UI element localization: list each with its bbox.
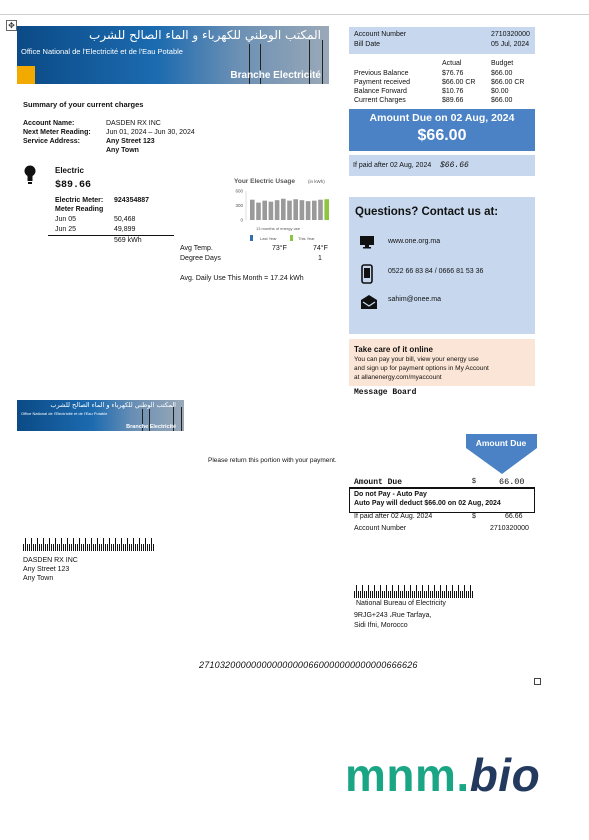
barcode-bar	[23, 544, 24, 551]
move-handle-icon[interactable]: ✥	[6, 20, 17, 31]
avg-temp-label: Avg Temp.	[180, 245, 213, 252]
barcode-bar	[424, 591, 425, 598]
barcode-bar	[468, 591, 469, 598]
barcode-bar	[446, 585, 447, 598]
late-payment-label: If paid after 02 Aug, 2024	[353, 162, 432, 169]
barcode-bar	[434, 585, 435, 598]
online-line-3[interactable]: at allanenergy.com/myaccount	[354, 374, 442, 381]
bar-last-year	[293, 199, 298, 220]
postal-barcode	[23, 533, 155, 546]
barcode-bar	[406, 591, 407, 598]
reading-total: 569 kWh	[114, 237, 142, 244]
stub-currency: $	[472, 478, 476, 485]
barcode-bar	[149, 544, 150, 551]
reading-date-1: Jun 05	[55, 216, 77, 223]
meter-reading-label: Meter Reading	[55, 206, 104, 213]
barcode-bar	[53, 544, 54, 551]
barcode-bar	[35, 544, 36, 551]
barcode-bar	[93, 544, 94, 551]
barcode-bar	[452, 585, 453, 598]
stub-account-value: 2710320000	[490, 525, 529, 532]
stub-amount-value: 66.00	[499, 477, 525, 487]
next-reading-value: Jun 01, 2024 – Jun 30, 2024	[106, 129, 195, 136]
bar-last-year	[300, 200, 305, 220]
bureau-city: Sidi Ifni, Morocco	[354, 622, 408, 629]
barcode-bar	[91, 538, 92, 551]
bar-last-year	[287, 201, 292, 220]
computer-icon	[359, 235, 375, 254]
barcode-bar	[137, 544, 138, 551]
stub-late-value: 66.66	[505, 513, 523, 520]
amount-due-value: $66.00	[417, 127, 467, 144]
amount-due-arrow-label: Amount Due	[475, 438, 527, 448]
avg-temp-last: 73°F	[272, 245, 287, 252]
barcode-bar	[105, 544, 106, 551]
barcode-bar	[85, 538, 86, 551]
barcode-bar	[418, 591, 419, 598]
barcode-bar	[115, 538, 116, 551]
summary-title: Summary of your current charges	[23, 100, 144, 109]
reading-value-2: 49,899	[114, 226, 136, 233]
barcode-bar	[462, 591, 463, 598]
barcode-bar	[420, 591, 421, 598]
barcode-bar	[87, 544, 88, 551]
barcode-bar	[444, 591, 445, 598]
bar-last-year	[306, 201, 311, 220]
y-tick-label: 300	[235, 203, 243, 208]
banner-branch-text: Branche Electricité	[126, 424, 176, 430]
service-address-value: Any Street 123	[106, 138, 155, 145]
watermark-part-2: bio	[469, 749, 541, 801]
electric-amount: $89.66	[55, 180, 92, 191]
stub-amount-label: Amount Due	[354, 478, 403, 487]
barcode-bar	[83, 544, 84, 551]
barcode-bar	[51, 544, 52, 551]
usage-chart-svg	[226, 174, 334, 244]
barcode-bar	[45, 544, 46, 551]
barcode-bar	[394, 591, 395, 598]
degree-days-value: 1	[318, 255, 322, 262]
usage-chart	[226, 174, 334, 244]
y-ticks	[235, 189, 243, 223]
bar-last-year	[262, 201, 267, 220]
degree-days-label: Degree Days	[180, 255, 221, 262]
barcode-bar	[456, 591, 457, 598]
barcode-bar	[113, 544, 114, 551]
reading-divider	[48, 235, 174, 236]
barcode-bar	[131, 544, 132, 551]
chart-title: Your Electric Usage	[234, 178, 295, 185]
barcode-bar	[356, 585, 357, 598]
barcode-bar	[133, 538, 134, 551]
page-edge-line	[0, 14, 589, 15]
barcode-bar	[47, 544, 48, 551]
banner-arabic-text: المكتب الوطني للكهرباء و الماء الصالح للشرب	[89, 28, 321, 42]
online-line-1: You can pay your bill, view your energy use	[354, 356, 479, 363]
col-budget: Budget	[491, 60, 514, 67]
barcode-bar	[368, 585, 369, 598]
barcode-bar	[37, 538, 38, 551]
barcode-bar	[39, 544, 40, 551]
contact-phone[interactable]: 0522 66 83 84 / 0666 81 53 36	[388, 268, 484, 275]
barcode-bar	[33, 544, 34, 551]
barcode-bar	[472, 591, 473, 598]
chart-unit: (in kWh)	[308, 179, 325, 184]
amount-due-heading: Amount Due on 02 Aug, 2024	[369, 112, 515, 124]
barcode-bar	[63, 544, 64, 551]
banner-branch-text: Branche Electricité	[230, 70, 321, 81]
barcode-bar	[127, 538, 128, 551]
y-tick-label: 0	[240, 217, 243, 223]
barcode-bar	[139, 538, 140, 551]
balance-row-actual: $89.66	[442, 97, 464, 104]
balance-row-label: Balance Forward	[354, 88, 407, 95]
barcode-bar	[103, 538, 104, 551]
stub-account-label: Account Number	[354, 525, 407, 532]
barcode-bar	[67, 538, 68, 551]
stub-late-label: If paid after 02 Aug. 2024	[354, 513, 433, 520]
bureau-street: 9RJG+243 ،Rue Tarfaya,	[354, 612, 432, 619]
balance-row-actual: $76.76	[442, 70, 464, 77]
barcode-bar	[360, 591, 361, 598]
ocr-scan-line: 271032000000000000000660000000000000666626	[199, 660, 418, 670]
autopay-line-2: Auto Pay will deduct $66.00 on 02 Aug, 2024	[354, 500, 501, 507]
utility-banner	[17, 26, 329, 84]
barcode-bar	[380, 585, 381, 598]
barcode-bar	[107, 544, 108, 551]
barcode-bar	[466, 591, 467, 598]
barcode-bar	[362, 585, 363, 598]
legend-last-swatch	[250, 235, 253, 241]
balance-row-actual: $66.00 CR	[442, 79, 476, 86]
barcode-bar	[426, 591, 427, 598]
next-reading-label: Next Meter Reading:	[23, 129, 91, 136]
legend-this-swatch	[290, 235, 293, 241]
barcode-bar	[460, 591, 461, 598]
reading-date-2: Jun 25	[55, 226, 77, 233]
barcode-bar	[59, 544, 60, 551]
amount-due-arrow	[466, 434, 537, 479]
barcode-bar	[398, 585, 399, 598]
balance-row-label: Current Charges	[354, 97, 406, 104]
barcode-bar	[135, 544, 136, 551]
barcode-bar	[65, 544, 66, 551]
barcode-bar	[364, 591, 365, 598]
barcode-bar	[49, 538, 50, 551]
bar-last-year	[269, 202, 274, 220]
barcode-bar	[412, 591, 413, 598]
account-number-label: Account Number	[354, 31, 407, 38]
legend-this-label: This Year	[298, 236, 315, 241]
barcode-bar	[408, 591, 409, 598]
barcode-bar	[442, 591, 443, 598]
barcode-bar	[27, 544, 28, 551]
barcode-bar	[79, 538, 80, 551]
barcode-bar	[77, 544, 78, 551]
barcode-bar	[400, 591, 401, 598]
barcode-bar	[388, 591, 389, 598]
barcode-bar	[101, 544, 102, 551]
bureau-name: National Bureau of Electricity	[356, 600, 446, 607]
barcode-bar	[117, 544, 118, 551]
bar-last-year	[312, 201, 317, 220]
col-actual: Actual	[442, 60, 462, 67]
barcode-bar	[89, 544, 90, 551]
barcode-bar	[396, 591, 397, 598]
barcode-bar	[438, 591, 439, 598]
barcode-bar	[71, 544, 72, 551]
barcode-bar	[470, 585, 471, 598]
barcode-bar	[454, 591, 455, 598]
barcode-bar	[376, 591, 377, 598]
watermark	[345, 748, 540, 802]
barcode-bar	[440, 585, 441, 598]
barcode-bar	[141, 544, 142, 551]
amount-due-box	[349, 109, 535, 151]
barcode-bar	[31, 538, 32, 551]
barcode-bar	[358, 591, 359, 598]
barcode-bar	[402, 591, 403, 598]
barcode-bar	[370, 591, 371, 598]
bar-last-year	[275, 200, 280, 220]
end-marker	[534, 678, 541, 685]
barcode-bar	[448, 591, 449, 598]
barcode-bar	[75, 544, 76, 551]
barcode-bar	[422, 585, 423, 598]
barcode-bar	[125, 544, 126, 551]
balance-row-budget: $66.00	[491, 97, 513, 104]
barcode-bar	[61, 538, 62, 551]
customer-name: DASDEN RX INC	[23, 557, 78, 564]
customer-town: Any Town	[23, 575, 54, 582]
barcode-bar	[428, 585, 429, 598]
barcode-bar	[109, 538, 110, 551]
bar-last-year	[281, 199, 286, 220]
barcode-bar	[392, 585, 393, 598]
electric-title: Electric	[55, 166, 84, 175]
barcode-bar	[69, 544, 70, 551]
barcode-bar	[95, 544, 96, 551]
barcode-bar	[414, 591, 415, 598]
barcode-bar	[390, 591, 391, 598]
barcode-bar	[81, 544, 82, 551]
return-instruction: Please return this portion with your payment.	[208, 457, 337, 464]
banner-french-text: Office National de l'Electricité et de l'Eau Potable	[21, 411, 108, 416]
account-name-value: DASDEN RX INC	[106, 120, 161, 127]
barcode-bar	[55, 538, 56, 551]
barcode-bar	[41, 544, 42, 551]
barcode-bar	[404, 585, 405, 598]
barcode-bar	[432, 591, 433, 598]
barcode-bar	[430, 591, 431, 598]
account-name-label: Account Name:	[23, 120, 75, 127]
online-heading: Take care of it online	[354, 345, 433, 354]
barcode-bar	[145, 538, 146, 551]
barcode-bar	[57, 544, 58, 551]
barcode-bar	[25, 538, 26, 551]
phone-icon	[361, 264, 373, 289]
bill-date-label: Bill Date	[354, 41, 381, 48]
contact-website[interactable]: www.one.org.ma	[388, 238, 441, 245]
postal-barcode	[354, 580, 474, 593]
barcode-bar	[458, 585, 459, 598]
reading-value-1: 50,468	[114, 216, 136, 223]
balance-row-actual: $10.76	[442, 88, 464, 95]
watermark-part-1: mnm.	[345, 749, 470, 801]
barcode-bar	[378, 591, 379, 598]
banner-arabic-text: المكتب الوطني للكهرباء و الماء الصالح للشرب	[50, 401, 176, 409]
balance-row-label: Payment received	[354, 79, 411, 86]
barcode-bar	[121, 538, 122, 551]
barcode-bar	[384, 591, 385, 598]
barcode-bar	[416, 585, 417, 598]
barcode-bar	[129, 544, 130, 551]
barcode-bar	[29, 544, 30, 551]
barcode-bar	[464, 585, 465, 598]
barcode-bar	[450, 591, 451, 598]
contact-heading: Questions? Contact us at:	[355, 206, 499, 218]
barcode-bar	[151, 538, 152, 551]
account-number-value: 2710320000	[491, 31, 530, 38]
envelope-icon	[360, 294, 378, 315]
barcode-bar	[123, 544, 124, 551]
balance-row-budget: $66.00 CR	[491, 79, 525, 86]
barcode-bar	[366, 591, 367, 598]
chart-caption: 13 months of energy use	[256, 226, 301, 231]
legend-last-label: Last Year	[260, 236, 277, 241]
barcode-bar	[97, 538, 98, 551]
contact-email[interactable]: sahim@onee.ma	[388, 296, 442, 303]
message-board: Message Board	[354, 388, 417, 397]
banner-logo-block	[17, 66, 35, 84]
y-tick-label: 600	[235, 188, 243, 194]
barcode-bar	[372, 591, 373, 598]
utility-banner-small	[17, 400, 184, 431]
barcode-bar	[436, 591, 437, 598]
balance-row-label: Previous Balance	[354, 70, 409, 77]
service-address-label: Service Address:	[23, 138, 80, 145]
barcode-bar	[147, 544, 148, 551]
bar-this-year	[324, 199, 329, 220]
chart-bars	[250, 199, 329, 220]
barcode-bar	[43, 538, 44, 551]
banner-french-text: Office National de l'Electricité et de l'Eau Potable	[21, 47, 183, 56]
barcode-bar	[354, 591, 355, 598]
avg-temp-this: 74°F	[313, 245, 328, 252]
lightbulb-icon	[24, 165, 36, 185]
late-payment-value: $66.66	[440, 161, 469, 170]
barcode-bar	[153, 544, 154, 551]
barcode-bar	[143, 544, 144, 551]
barcode-bar	[111, 544, 112, 551]
balance-row-budget: $66.00	[491, 70, 513, 77]
barcode-bar	[99, 544, 100, 551]
stub-late-currency: $	[472, 513, 476, 520]
bill-date-value: 05 Jul, 2024	[491, 41, 530, 48]
barcode-bar	[410, 585, 411, 598]
meter-label: Electric Meter:	[55, 197, 104, 204]
meter-number: 924354887	[114, 197, 150, 204]
barcode-bar	[119, 544, 120, 551]
barcode-bar	[386, 585, 387, 598]
autopay-line-1: Do not Pay - Auto Pay	[354, 491, 427, 498]
balance-row-budget: $0.00	[491, 88, 509, 95]
barcode-bar	[374, 585, 375, 598]
barcode-bar	[73, 538, 74, 551]
avg-daily-use: Avg. Daily Use This Month = 17.24 kWh	[180, 275, 304, 282]
bar-last-year	[256, 203, 261, 220]
bar-last-year	[250, 200, 255, 220]
customer-street: Any Street 123	[23, 566, 70, 573]
bar-last-year	[318, 200, 323, 220]
service-address-town: Any Town	[106, 147, 139, 154]
online-line-2: and sign up for payment options in My Account	[354, 365, 489, 372]
barcode-bar	[382, 591, 383, 598]
